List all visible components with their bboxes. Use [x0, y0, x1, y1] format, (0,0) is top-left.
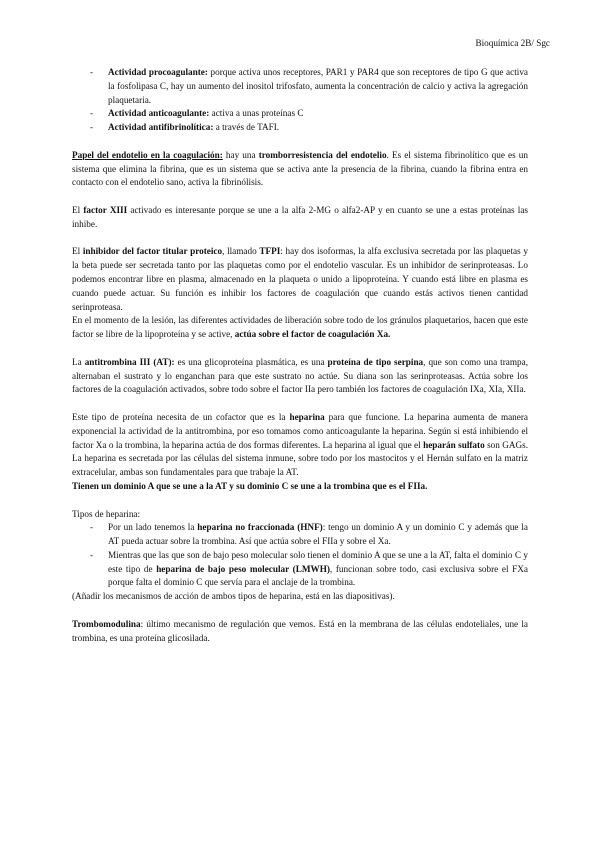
factor13-paragraph: El factor XIII activado es interesante porque se une a la alfa 2-MG o alfa2-AP y en cuanto se une a estas proteínas las inhibe.: [72, 204, 528, 229]
heparin-note: (Añadir los mecanismos de acción de ambos tipos de heparina, está en las diapositivas).: [72, 591, 395, 602]
list-item: - Actividad anticoagulante: activa a unas proteínas C: [72, 107, 528, 121]
list-item: - Mientras que las que son de bajo peso molecular solo tienen el dominio A que se une a la AT, falta el dominio C y este tipo de heparina de bajo peso molecular (LMWH), funcionan sobre todo, casi exclusiva sobre el FXa porque falta el dominio C que servía para el anclaje de la trombina.: [72, 549, 528, 590]
heparin-types-list: [72, 521, 528, 590]
trombomodulina-paragraph: Trombomodulina: último mecanismo de regulación que vemos. Está en la membrana de las células endoteliales, une la trombina, es una proteína glicosilada.: [72, 618, 528, 643]
list-item: - Por un lado tenemos la heparina no fraccionada (HNF): tengo un dominio A y un dominio C y además que la AT pueda actuar sobre la trombina. Así que actúa sobre el FIIa y sobre el Xa.: [72, 521, 528, 549]
tfpi-lesion-paragraph: En el momento de la lesión, las diferentes actividades de liberación sobre todo de los gránulos plaquetarios, hacen que este factor se libre de la lipoproteína y se active, actúa sobre el factor de coagulación Xa.: [72, 315, 528, 340]
heparina-paragraph: Este tipo de proteína necesita de un cofactor que es la heparina para que funcione. La heparina aumenta de manera exponencial la actividad de la antitrombina, por eso tomamos como anticoagulante la heparina. Según si está inhibiendo el factor Xa o la trombina, la heparina actúa de dos formas diferentes. La heparina al igual que el heparán sulfato son GAGs. La heparina es secretada por las células del sistema inmune, sobre todo por los mastocitos y el Hernán sulfato en la matriz extracelular, ambas son fundamentales para que trabaje la AT.: [72, 411, 528, 478]
antitrombina-paragraph: La antitrombina III (AT): es una glicoproteína plasmática, es una proteína de tipo serpina, que son como una trampa, alternaban el sustrato y lo enganchan para que este sustrato no actúe. Su diana son las serinproteasas. Actúa sobre los factores de la coagulación activados, sobre todo sobre el factor IIa pero también los factores de coagulación IXa, XIa, XIIa.: [72, 356, 528, 395]
page-header: Bioquímica 2B/ Sgc: [475, 38, 550, 48]
endotelio-paragraph: Papel del endotelio en la coagulación: hay una tromborresistencia del endotelio. Es el sistema fibrinolítico que es un sistema que elimina la fibrina, que es un sistema que se activa ante la presencia de la fibrina, cuando la fibrina entra en contacto con el endotelio sano, activa la fibrinólisis.: [72, 149, 528, 188]
document-body: [72, 66, 528, 645]
list-item: - Actividad procoagulante: porque activa unos receptores, PAR1 y PAR4 que son receptores de tipo G que activa la fosfolipasa C, hay un aumento del inositol trifosfato, aumenta la concentración de calcio y activa la agregación plaquetaria.: [72, 66, 528, 107]
section-title: Papel del endotelio en la coagulación:: [72, 149, 223, 160]
activity-list: [72, 66, 528, 135]
heparina-domains-line: Tienen un dominio A que se une a la AT y su dominio C se une a la trombina que es el FIIa.: [72, 480, 428, 491]
list-item: - Actividad antifibrinolítica: a través de TAFI.: [72, 121, 528, 135]
tfpi-paragraph: El inhibidor del factor titular proteico, llamado TFPI: hay dos isoformas, la alfa exclusiva secretada por las plaquetas y la beta puede ser secretada tanto por las plaquetas como por el endotelio vascular. Es un inhibidor de serinproteasas. Lo podemos encontrar libre en plasma, almacenado en la plaqueta o unido a lipoproteína. Y cuando está libre en plasma es cuando puede actuar. Su función es inhibir los factores de coagulación que cuando estás activos tienen cantidad serinproteasa.: [72, 246, 528, 312]
tipos-title: Tipos de heparina:: [72, 508, 141, 519]
